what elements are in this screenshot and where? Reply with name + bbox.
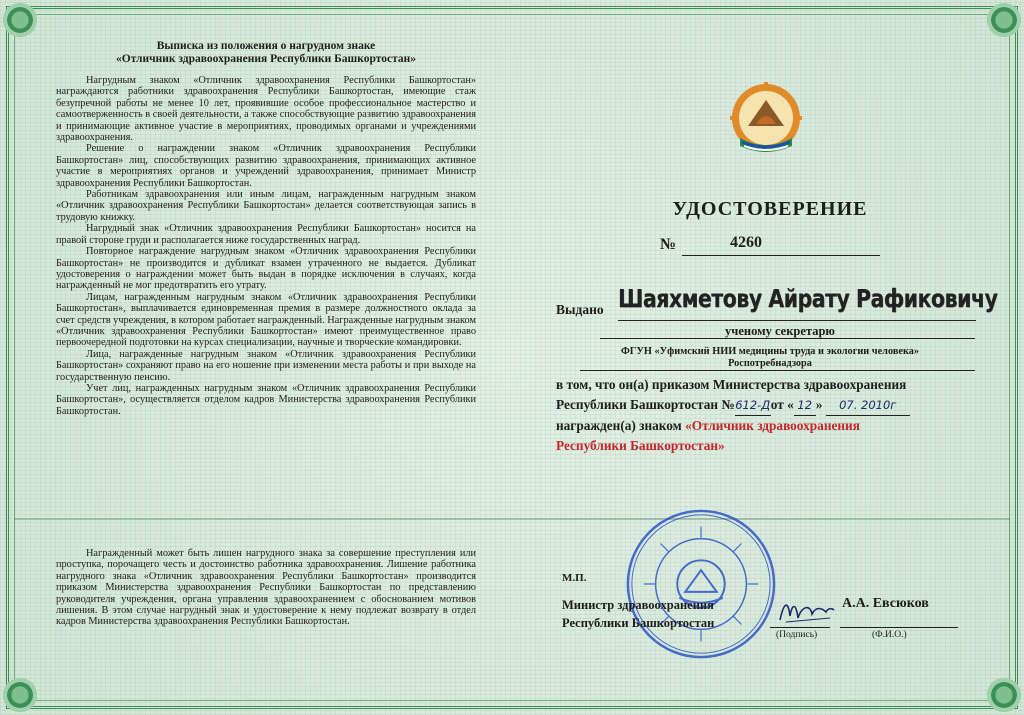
certificate-number-row [660, 232, 880, 256]
corner-ornament-icon [0, 675, 40, 715]
name-underline [618, 320, 976, 321]
certificate-title: УДОСТОВЕРЕНИЕ [672, 198, 868, 220]
regulation-excerpt [56, 40, 476, 417]
issued-label: Выдано [556, 302, 604, 317]
awarded-label: награжден(а) знаком [556, 418, 682, 433]
award-name-line-1: «Отличник здравоохранения [685, 418, 860, 433]
certificate-number: 4260 [730, 234, 762, 251]
organization-line-2: Роспотребнадзора [728, 358, 812, 369]
excerpt-paragraph: Лицам, награжденным нагрудным знаком «Отличник здравоохранения Республики Башкортостан», выплачивается единовременная премия в размере должностного оклада за счет средств учреждения, в котором работает награжденный. Награжденные нагрудным знаком «Отличник здравоохранения Республики Башкортостан» имеют преимущественное право первоочередной подготовки на курсах специализации, научные и творческие командировки. [56, 291, 476, 349]
excerpt-paragraph: Учет лиц, награжденных нагрудным знаком «Отличник здравоохранения Республики Башкортостан», осуществляется отделом кадров Министерства здравоохранения Республики Башкортостан. [56, 382, 476, 417]
order-month-year: 07. 2010г [826, 395, 910, 416]
fold-line [14, 518, 1010, 520]
recipient-position: ученому секретарю [725, 324, 835, 338]
corner-ornament-icon [984, 675, 1024, 715]
recipient-name: Шаяхметову Айрату Рафиковичу [618, 284, 998, 313]
fio-underline [840, 627, 958, 628]
number-label: № [660, 236, 677, 253]
excerpt-heading [56, 40, 476, 66]
fio-caption: (Ф.И.О.) [872, 630, 907, 640]
excerpt-paragraph: Повторное награждение нагрудным знаком «Отличник здравоохранения Республики Башкортостан» не производится и дубликат взамен утраченного не выдается. Дубликат удостоверения о награждении может быть выдан в порядке исключения в случаях, когда награжденный не мог предотвратить его утрату. [56, 246, 476, 292]
minister-title-line-2: Республики Башкортостан [562, 616, 715, 630]
official-stamp-icon [622, 505, 780, 663]
excerpt-heading-line-1: Выписка из положения о нагрудном знаке [156, 40, 376, 52]
handwritten-signature-icon [776, 596, 836, 626]
excerpt-paragraph: Работникам здравоохранения или иным лицам, награжденным нагрудным знаком «Отличник здравоохранения Республики Башкортостан» делается соответствующая запись в трудовую книжку. [56, 189, 476, 223]
organization-line-1: ФГУН «Уфимский НИИ медицины труда и экологии человека» [620, 346, 920, 357]
award-name-line-2: Республики Башкортостан» [556, 438, 725, 453]
order-number: 612-Д [735, 395, 771, 416]
signer-name: А.А. Евсюков [842, 596, 929, 611]
minister-title [562, 596, 714, 632]
excerpt-paragraph: Лица, награжденные нагрудным знаком «Отличник здравоохранения Республики Башкортостан» сохраняют право на его ношение при изменении места работы и при выходе на государственную пенсию. [56, 348, 476, 383]
order-day: 12 [794, 395, 816, 416]
statement-line-2-text: Республики Башкортостан № [556, 397, 735, 412]
excerpt-paragraph: Решение о награждении знаком «Отличник здравоохранения Республики Башкортостан» лиц, способствующих развитию здравоохранения, принимающих активное участие в мероприятиях органов и учреждений здравоохранения, принимает Министр здравоохранения Республики Башкортостан. [56, 143, 476, 189]
revocation-paragraph [56, 548, 476, 628]
minister-title-line-1: Министр здравоохранения [562, 598, 714, 612]
bashkortostan-emblem-icon [726, 80, 806, 160]
number-underline [682, 255, 880, 256]
excerpt-paragraph: Награжденный может быть лишен нагрудного знака за совершение преступления или проступка, порочащего честь и достоинство работника здравоохранения. Лишение работника нагрудного знака «Отличник здравоохранения Республики Башкортостан» производится приказом Министерства здравоохранения Республики Башкортостан по представлению руководителя учреждения, органа управления здравоохранением с обоснованием мотивов лишения. В этом случае нагрудный знак и удостоверение к нему подлежат возврату в отдел кадров Министерства здравоохранения Республики Башкортостан. [56, 548, 476, 628]
excerpt-paragraph: Нагрудный знак «Отличник здравоохранения Республики Башкортостан» носится на правой стороне груди и располагается ниже государственных наград. [56, 223, 476, 246]
date-quote-close: » [815, 397, 823, 412]
excerpt-heading-line-2: «Отличник здравоохранения Республики Башкортостан» [116, 53, 416, 65]
statement-line-2 [556, 395, 986, 416]
position-underline [600, 338, 975, 339]
organization-underline [580, 370, 975, 371]
date-from-label: от « [770, 397, 794, 412]
corner-ornament-icon [984, 0, 1024, 40]
seal-place-label: М.П. [562, 572, 587, 584]
statement-line-1: в том, что он(а) приказом Министерства здравоохранения [556, 377, 907, 392]
award-statement [556, 375, 986, 456]
signature-underline [770, 627, 830, 628]
excerpt-paragraph: Нагрудным знаком «Отличник здравоохранения Республики Башкортостан» награждаются работники здравоохранения Республики Башкортостан, имеющие стаж безупречной работы не менее 10 лет, проявившие особое профессиональное мастерство и самоотверженность в своей деятельности, а также способствующие развитию здравоохранения и принимающие активное участие в мероприятиях, проводимых органами и учреждениями здравоохранения. [56, 75, 476, 144]
corner-ornament-icon [0, 0, 40, 40]
signature-caption: (Подпись) [776, 630, 818, 640]
organization [560, 346, 980, 370]
issued-to-row [556, 284, 998, 324]
statement-line-3 [556, 416, 986, 436]
